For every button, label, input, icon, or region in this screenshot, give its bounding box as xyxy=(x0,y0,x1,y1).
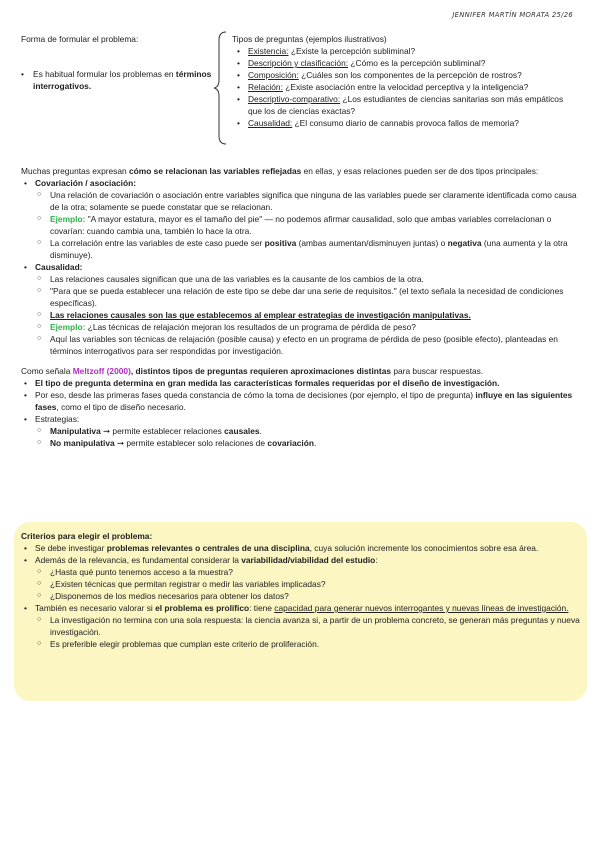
list-item: • Composición: ¿Cuáles son los componentes de la percepción de rostros? xyxy=(232,69,577,81)
causality-heading: • Causalidad: xyxy=(21,261,581,273)
list-item: • Por eso, desde las primeras fases queda constancia de cómo la toma de decisiones (por ejemplo, el tipo de pregunta) influye en las siguientes fases, como el tipo de diseño necesario. xyxy=(21,389,581,413)
list-item: ○ No manipulativa ➞ permite establecer solo relaciones de covariación. xyxy=(21,437,581,449)
list-item: ○ Una relación de covariación o asociación entre variables significa que ninguna de las variables puede ser claramente identificada como causa de la otra; solamente se puede constatar que se relacionan. xyxy=(21,189,581,213)
question-types-title: Tipos de preguntas (ejemplos ilustrativos) xyxy=(232,34,387,44)
list-item: • Descriptivo-comparativo: ¿Los estudiantes de ciencias sanitarias son más empáticos que los de ciencias exactas? xyxy=(232,93,577,117)
list-item: ○ ¿Disponemos de los medios necesarios para obtener los datos? xyxy=(21,590,581,602)
list-item: ○ ¿Hasta qué punto tenemos acceso a la muestra? xyxy=(21,566,581,578)
list-item: ○ Es preferible elegir problemas que cumplan este criterio de proliferación. xyxy=(21,638,581,650)
list-item: ○ Aquí las variables son técnicas de relajación (posible causa) y efecto en un programa de pérdida de peso (posible efecto), planteadas en términos interrogativos para ser respondidas por investigación. xyxy=(21,333,581,357)
list-item: ○ Manipulativa ➞ permite establecer relaciones causales. xyxy=(21,425,581,437)
relations-section xyxy=(21,165,581,449)
problem-formulation-block xyxy=(21,33,216,92)
list-item: ○ La investigación no termina con una sola respuesta: la ciencia avanza si, a partir de un problema concreto, se generan más preguntas y nueva investigación. xyxy=(21,614,581,638)
interrogative-bullet: • Es habitual formular los problemas en términos interrogativos. xyxy=(21,69,212,91)
list-item: ○ ¿Existen técnicas que permitan registrar o medir las variables implicadas? xyxy=(21,578,581,590)
strategies-heading: • Estrategias: xyxy=(21,413,581,425)
list-item: • El tipo de pregunta determina en gran medida las características formales requeridas por el diseño de investigación. xyxy=(21,377,581,389)
list-item: • Causalidad: ¿El consumo diario de cannabis provoca fallos de memoria? xyxy=(232,117,577,129)
question-types-block xyxy=(232,33,577,129)
list-item: ○ "Para que se pueda establecer una relación de este tipo se debe dar una serie de requisitos." (el texto señala la necesidad de condiciones específicas). xyxy=(21,285,581,309)
relations-intro-paragraph: Muchas preguntas expresan cómo se relacionan las variables reflejadas en ellas, y esas relaciones pueden ser de dos tipos principales: xyxy=(21,166,539,176)
covariation-example: ○ Ejemplo: "A mayor estatura, mayor es el tamaño del pie" — no podemos afirmar causalidad, solo que ambas variables correlacionan o covarían: cuando cambia una, también lo hace la otra. xyxy=(21,213,581,237)
criteria-callout xyxy=(14,522,587,701)
list-item: • Además de la relevancia, es fundamental considerar la variabilidad/viabilidad del estudio: xyxy=(21,554,581,566)
problem-formulation-title: Forma de formular el problema: xyxy=(21,34,139,44)
list-item: ○ Las relaciones causales significan que una de las variables es la causante de los cambios de la otra. xyxy=(21,273,581,285)
causality-example: ○ Ejemplo: ¿Las técnicas de relajación mejoran los resultados de un programa de pérdida de peso? xyxy=(21,321,581,333)
list-item: • Descripción y clasificación: ¿Cómo es la percepción subliminal? xyxy=(232,57,577,69)
list-item: • Se debe investigar problemas relevantes o centrales de una disciplina, cuya solución incremente los conocimientos sobre esa área. xyxy=(21,542,581,554)
list-item: • También es necesario valorar si el problema es prolífico: tiene capacidad para generar nuevos interrogantes y nuevas líneas de investigación. xyxy=(21,602,581,614)
page-header-author: JENNIFER MARTÍN MORATA 25/26 xyxy=(452,11,573,19)
covariation-heading: • Covariación / asociación: xyxy=(21,177,581,189)
criteria-title: Criterios para elegir el problema: xyxy=(21,531,153,541)
meltzoff-citation: Meltzoff (2000) xyxy=(72,366,131,376)
interrogative-terms: términos interrogativos. xyxy=(33,69,212,91)
meltzoff-paragraph: Como señala Meltzoff (2000), distintos tipos de preguntas requieren aproximaciones distintas para buscar respuestas. xyxy=(21,366,484,376)
list-item: ○ La correlación entre las variables de este caso puede ser positiva (ambas aumentan/disminuyen juntas) o negativa (una aumenta y la otra disminuye). xyxy=(21,237,581,261)
question-types-list xyxy=(232,45,577,129)
criteria-content xyxy=(21,530,581,650)
list-item: • Existencia: ¿Existe la percepción subliminal? xyxy=(232,45,577,57)
list-item: ○ Las relaciones causales son las que establecemos al emplear estrategias de investigación manipulativas. xyxy=(21,309,581,321)
list-item: • Relación: ¿Existe asociación entre la velocidad perceptiva y la inteligencia? xyxy=(232,81,577,93)
curly-brace xyxy=(212,30,228,146)
